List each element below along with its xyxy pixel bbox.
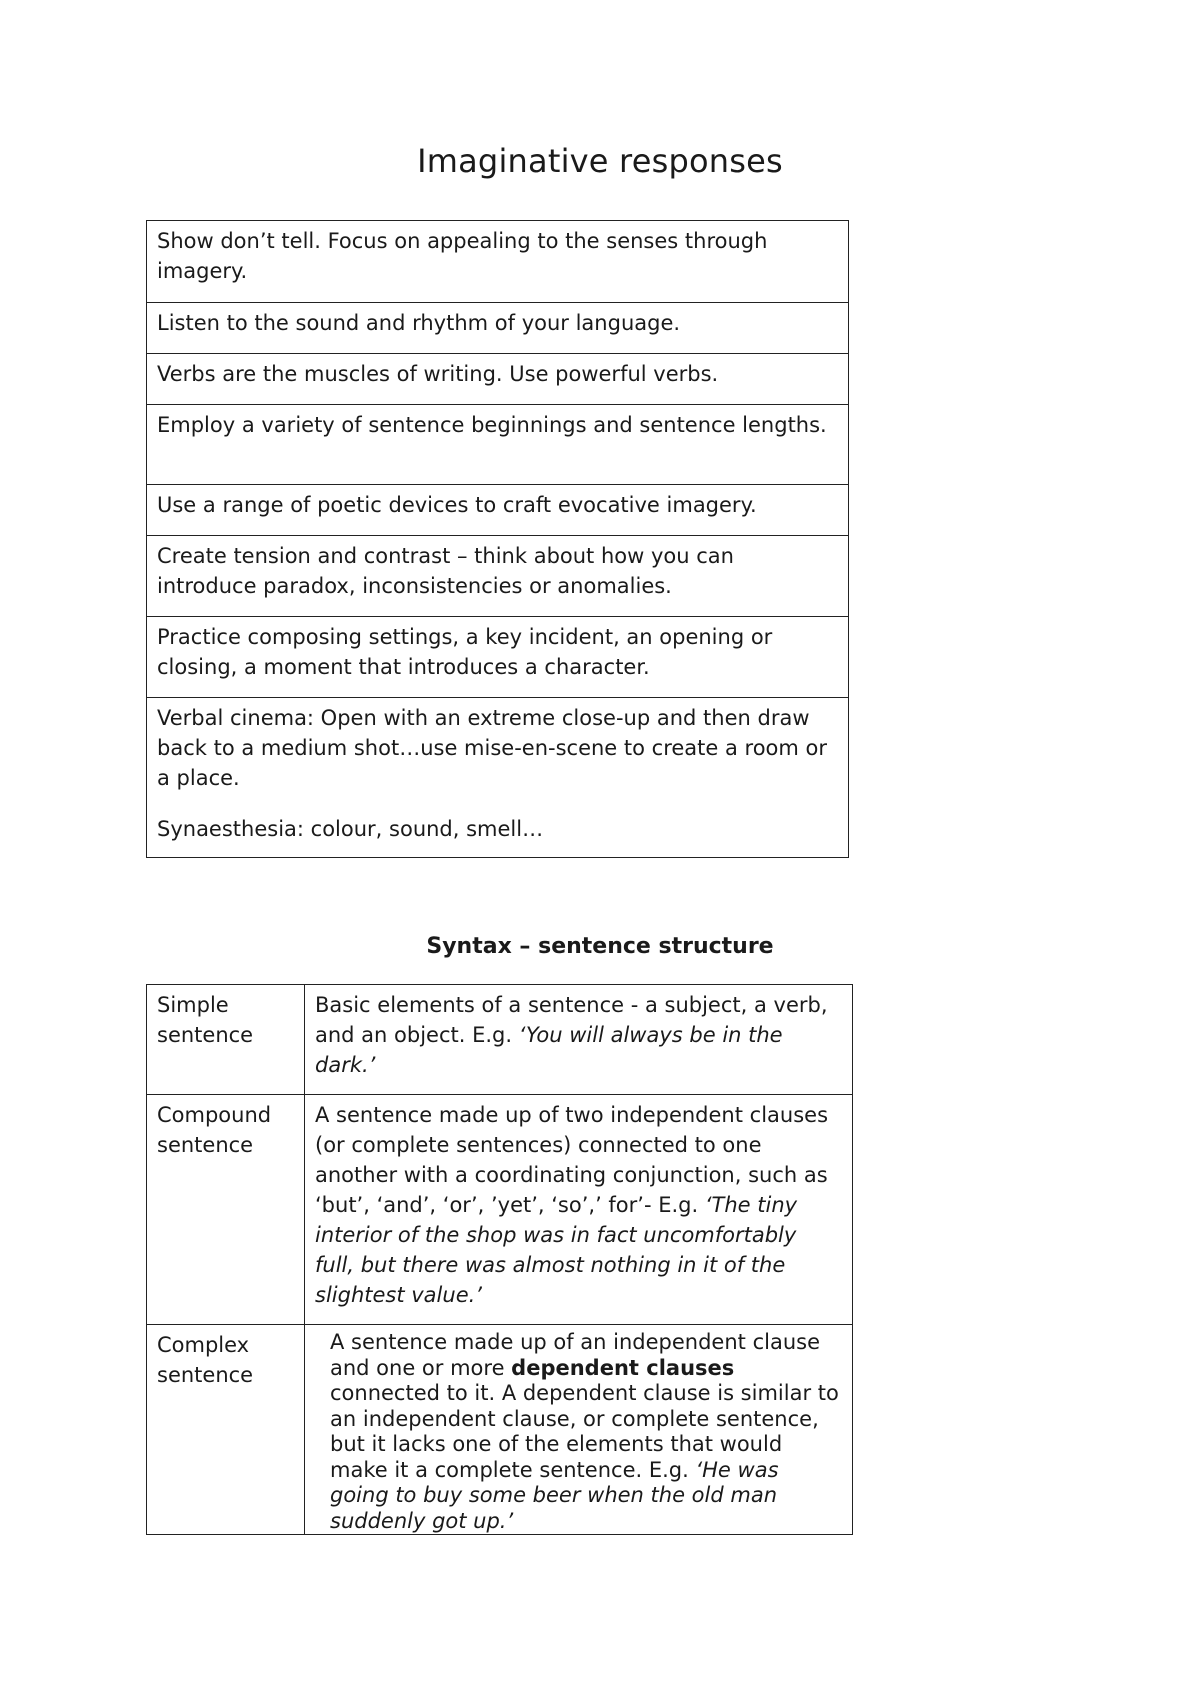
tip-extra-text: Synaesthesia: colour, sound, smell… bbox=[157, 817, 544, 841]
description-text: A sentence made up of two independent clauses (or complete sentences) connected to one another with a coordinating conjunction, such as ‘but’, ‘and’, ‘or’, ’yet’, ‘so’,’ for’- E.g. bbox=[315, 1103, 829, 1217]
table-row bbox=[147, 485, 849, 536]
table-row bbox=[147, 405, 849, 485]
syntax-table bbox=[146, 984, 853, 1535]
table-row bbox=[147, 1325, 853, 1535]
bold-term: dependent clauses bbox=[511, 1355, 735, 1380]
table-row bbox=[147, 1095, 853, 1325]
table-row bbox=[147, 303, 849, 354]
tip-text: Use a range of poetic devices to craft evocative imagery. bbox=[157, 493, 757, 517]
tip-text: Listen to the sound and rhythm of your language. bbox=[157, 311, 681, 335]
row-description bbox=[305, 985, 853, 1095]
row-description bbox=[305, 1095, 853, 1325]
description-text: Basic elements of a sentence - a subject, a verb, and an object. E.g. bbox=[315, 993, 828, 1047]
table-row bbox=[147, 698, 849, 858]
description-text: connected to it. A dependent clause is similar to an independent clause, or complete sentence, but it lacks one of the elements that would make it a complete sentence. E.g. bbox=[330, 1381, 839, 1482]
tip-text: Practice composing settings, a key incident, an opening or closing, a moment that introduces a character. bbox=[157, 625, 773, 679]
example-text: ‘The tiny interior of the shop was in fact uncomfortably full, but there was almost nothing in it of the slightest value.’ bbox=[315, 1193, 798, 1307]
page-title: Imaginative responses bbox=[417, 142, 783, 180]
table-row bbox=[147, 354, 849, 405]
tip-text: Verbal cinema: Open with an extreme close-up and then draw back to a medium shot…use mise-en-scene to create a room or a place. bbox=[157, 706, 828, 790]
row-label: Simple sentence bbox=[147, 985, 305, 1095]
tip-cell bbox=[147, 698, 849, 858]
row-label: Complex sentence bbox=[147, 1325, 305, 1535]
tip-text: Verbs are the muscles of writing. Use powerful verbs. bbox=[157, 362, 719, 386]
tips-table bbox=[146, 220, 849, 858]
tip-text: Create tension and contrast – think about how you can introduce paradox, inconsistencies or anomalies. bbox=[157, 544, 734, 598]
description-text: A sentence made up of an independent clause and one or more bbox=[330, 1330, 820, 1380]
example-text: ‘You will always be in the dark.’ bbox=[315, 1023, 783, 1077]
tip-text: Show don’t tell. Focus on appealing to the senses through imagery. bbox=[157, 229, 768, 283]
table-row bbox=[147, 617, 849, 698]
tip-cell bbox=[147, 617, 849, 698]
tip-cell bbox=[147, 221, 849, 303]
syntax-heading: Syntax – sentence structure bbox=[426, 934, 774, 959]
table-row bbox=[147, 985, 853, 1095]
tip-cell bbox=[147, 354, 849, 405]
tip-cell bbox=[147, 303, 849, 354]
tip-text: Employ a variety of sentence beginnings and sentence lengths. bbox=[157, 413, 827, 437]
table-row bbox=[147, 221, 849, 303]
row-description bbox=[305, 1325, 853, 1535]
table-row bbox=[147, 536, 849, 617]
tip-cell bbox=[147, 405, 849, 485]
tip-cell bbox=[147, 485, 849, 536]
example-text: ‘He was going to buy some beer when the old man suddenly got up.’ bbox=[330, 1457, 779, 1533]
row-label: Compound sentence bbox=[147, 1095, 305, 1325]
tip-cell bbox=[147, 536, 849, 617]
